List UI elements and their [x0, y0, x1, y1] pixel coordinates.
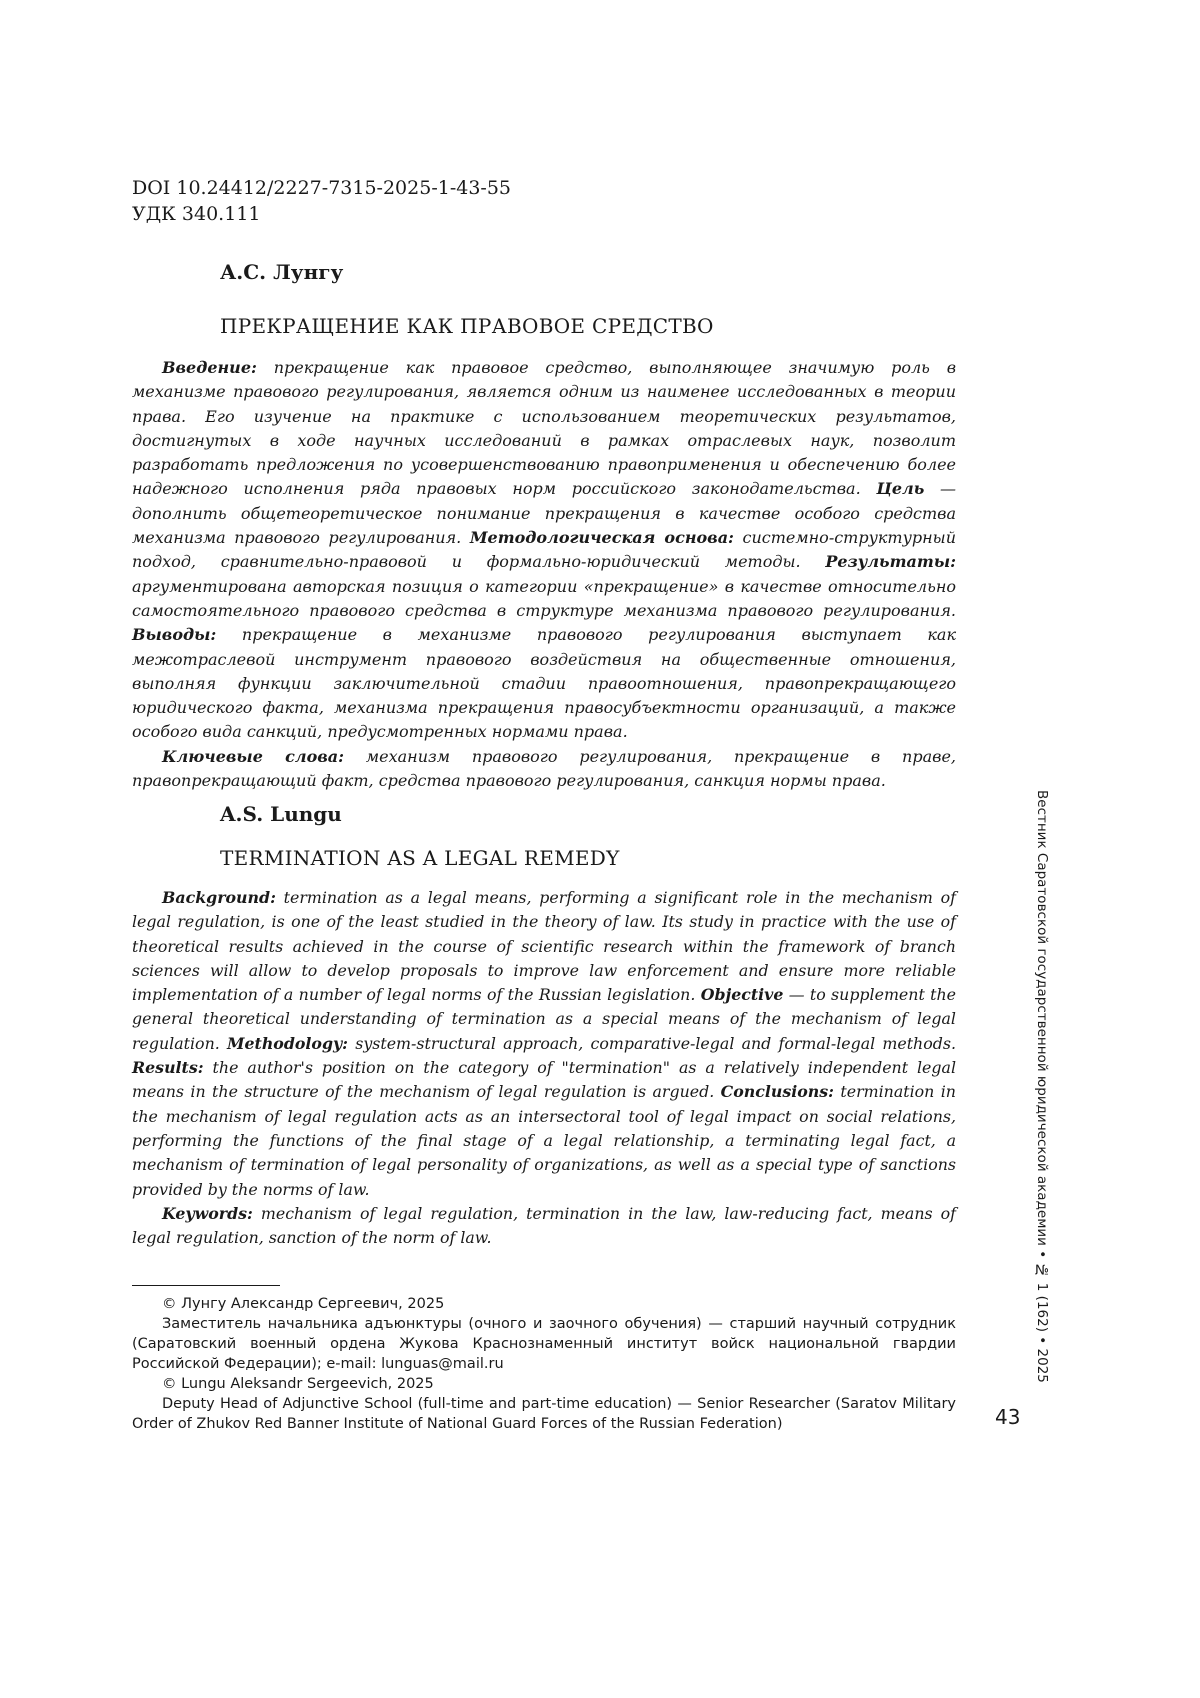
- methodology-label: Methodology:: [226, 1033, 349, 1053]
- keywords-ru: Ключевые слова: механизм правового регулирования, прекращение в праве, правопрекращающий факт, средства правового регулирования, санкция нормы права.: [132, 746, 956, 791]
- keywords-label: Ключевые слова:: [162, 746, 345, 766]
- footnote-ru-position: Заместитель начальника адъюнктуры (очного и заочного обучения) — старший научный сотрудник (Саратовский военный ордена Жукова Краснознаменный институт войск национальной гвардии Российской Федерации); e-mail: lunguas@mail.ru: [132, 1316, 956, 1372]
- keywords-label-en: Keywords:: [162, 1203, 253, 1223]
- udk-line: УДК 340.111: [132, 203, 261, 225]
- objective-label: Objective: [700, 985, 784, 1005]
- author-ru: А.С. Лунгу: [220, 260, 344, 284]
- footnote-ru-copyright: © Лунгу Александр Сергеевич, 2025: [162, 1296, 445, 1312]
- author-en: A.S. Lungu: [220, 802, 342, 826]
- doi-line: DOI 10.24412/2227-7315-2025-1-43-55: [132, 177, 512, 199]
- footnote-en-position: Deputy Head of Adjunctive School (full-time and part-time education) — Senior Researcher (Saratov Military Order of Zhukov Red Banner Institute of National Guard Forces of the Russian Federation): [132, 1396, 956, 1432]
- title-en: TERMINATION AS A LEGAL REMEDY: [220, 846, 620, 870]
- keywords-en: Keywords: mechanism of legal regulation, termination in the law, law-reducing fact, means of legal regulation, sanction of the norm of law.: [132, 1203, 956, 1248]
- results-label-en: Results:: [132, 1058, 204, 1078]
- abstract-ru-body: Введение: прекращение как правовое средство, выполняющее значимую роль в механизме правового регулирования, является одним из наименее исследованных в теории права. Его изучение на практике с использованием теоретических результатов, достигнутых в ходе научных исследований в рамках отраслевых наук, позволит разработать предложения по усовершенствованию правоприменения и обеспечению более надежного исполнения ряда правовых норм российского законодательства. Цель — дополнить общетеоретическое понимание прекращения в качестве особого средства механизма правового регулирования. Методологическая основа: системно-структурный подход, сравнительно-правовой и формально-юридический методы. Результаты: аргументирована авторская позиция о категории «прекращение» в качестве относительно самостоятельного правового средства в структуре механизма правового регулирования. Выводы: прекращение в механизме правового регулирования выступает как межотраслевой инструмент правового воздействия на общественные отношения, выполняя функции заключительной стадии правоотношения, правопрекращающего юридического факта, механизма прекращения правосубъектности организаций, а также особого вида санкций, предусмотренных нормами права.: [132, 358, 956, 742]
- page-number: 43: [995, 1405, 1021, 1429]
- conclusions-label-en: Conclusions:: [720, 1082, 834, 1102]
- abstract-en-body: Background: termination as a legal means, performing a significant role in the mechanism of legal regulation, is one of the least studied in the theory of law. Its study in practice with the use of theoretical results achieved in the course of scientific research within the framework of branch sciences will allow to develop proposals to improve law enforcement and ensure more reliable implementation of a number of legal norms of the Russian legislation. Objective — to supplement the general theoretical understanding of termination as a special means of the mechanism of legal regulation. Methodology: system-structural approach, comparative-legal and formal-legal methods. Results: the author's position on the category of "termination" as a relatively independent legal means in the structure of the mechanism of legal regulation is argued. Conclusions: termination in the mechanism of legal regulation acts as an intersectoral tool of legal impact on social relations, performing the functions of the final stage of a legal relationship, a terminating legal fact, a mechanism of termination of legal personality of organizations, as well as a special type of sanctions provided by the norms of law.: [132, 888, 956, 1199]
- results-label: Результаты:: [825, 552, 956, 572]
- method-label: Методологическая основа:: [469, 528, 734, 548]
- footnote-en-copyright: © Lungu Aleksandr Sergeevich, 2025: [162, 1376, 434, 1392]
- abstract-en: [132, 886, 956, 1250]
- footnote-divider: [132, 1285, 280, 1286]
- conclusions-label: Выводы:: [132, 625, 217, 645]
- side-running-title: Вестник Саратовской государственной юридической академии • № 1 (162) • 2025: [1034, 790, 1050, 1383]
- background-label: Background:: [162, 888, 276, 907]
- intro-label: Введение:: [162, 358, 257, 377]
- title-ru: ПРЕКРАЩЕНИЕ КАК ПРАВОВОЕ СРЕДСТВО: [220, 314, 714, 338]
- footnote: [132, 1294, 956, 1434]
- abstract-ru: [132, 356, 956, 793]
- goal-label: Цель: [876, 479, 925, 499]
